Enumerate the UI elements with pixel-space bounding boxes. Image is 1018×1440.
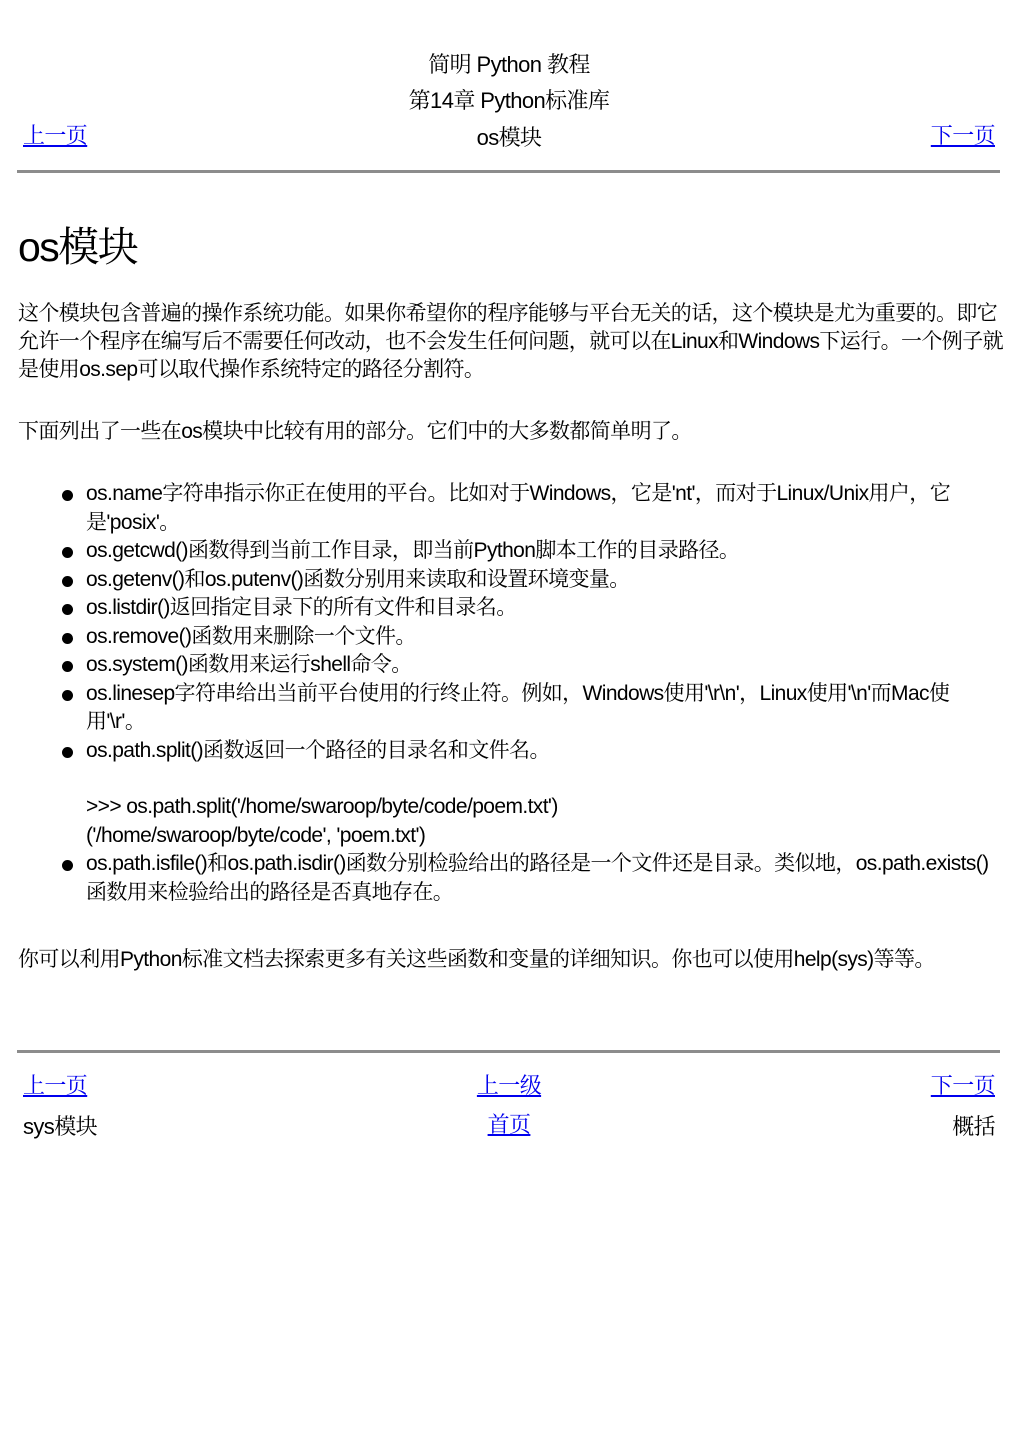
footer-up-link[interactable]: 上一级 (476, 1073, 542, 1098)
list-item-text: os.path.isfile()和os.path.isdir()函数分别检验给出的路径是一个文件还是目录。类似地，os.path.exists()函数用来检验给出的路径是否真地存在。 (86, 852, 989, 904)
list-item (56, 651, 1006, 680)
list-item-text: os.path.split()函数返回一个路径的目录名和文件名。 (86, 738, 550, 762)
intro-paragraph: 这个模块包含普遍的操作系统功能。如果你希望你的程序能够与平台无关的话，这个模块是尤为重要的。即它允许一个程序在编写后不需要任何改动，也不会发生任何问题，就可以在Linux和Windows下运行。一个例子就是使用os.sep可以取代操作系统特定的路径分割符。 (18, 302, 1003, 381)
footer-next-link[interactable]: 下一页 (930, 1073, 995, 1098)
list-item (56, 623, 1006, 652)
list-item-text: os.linesep字符串给出当前平台使用的行终止符。例如，Windows使用'\r\n'，Linux使用'\n'而Mac使用'\r'。 (86, 681, 950, 733)
lead-paragraph: 下面列出了一些在os模块中比较有用的部分。它们中的大多数都简单明了。 (18, 420, 692, 443)
code-example (86, 793, 1006, 850)
code-line: >>> os.path.split('/home/swaroop/byte/code/poem.txt') (86, 795, 558, 818)
bullet-icon (62, 547, 73, 558)
list-item (56, 850, 1006, 907)
bullet-icon (62, 604, 73, 615)
function-list (56, 480, 1006, 907)
footer-home-cell (0, 1108, 1018, 1139)
bullet-icon (62, 860, 73, 871)
list-item (56, 680, 1006, 737)
list-item-text: os.remove()函数用来删除一个文件。 (86, 624, 416, 648)
chapter-title: 第14章 Python标准库 (408, 88, 610, 113)
bullet-icon (62, 690, 73, 701)
list-item (56, 480, 1006, 537)
footer-next-title: 概括 (952, 1114, 995, 1139)
header-divider (17, 170, 1000, 173)
list-item (56, 537, 1006, 566)
bullet-icon (62, 633, 73, 644)
list-item-text: os.listdir()返回指定目录下的所有文件和目录名。 (86, 596, 517, 619)
header-next-link[interactable]: 下一页 (930, 123, 995, 148)
list-item-text: os.system()函数用来运行shell命令。 (86, 653, 412, 676)
page-title: os模块 (18, 224, 138, 270)
footer-prev-title: sys模块 (23, 1114, 98, 1139)
footer-home-link[interactable]: 首页 (487, 1112, 531, 1137)
list-item (56, 594, 1006, 623)
bullet-icon (62, 747, 73, 758)
list-item (56, 566, 1006, 595)
section-title: os模块 (476, 125, 542, 150)
footer-prev-link[interactable]: 上一页 (23, 1073, 88, 1098)
book-title: 简明 Python 教程 (428, 52, 590, 77)
bullet-icon (62, 490, 73, 501)
bullet-icon (62, 576, 73, 587)
footer-up-cell (0, 1069, 1018, 1100)
header-prev-link[interactable]: 上一页 (23, 123, 88, 148)
list-item-text: os.getenv()和os.putenv()函数分别用来读取和设置环境变量。 (86, 567, 630, 591)
list-item-text: os.getcwd()函数得到当前工作目录，即当前Python脚本工作的目录路径。 (86, 539, 740, 562)
outro-paragraph: 你可以利用Python标准文档去探索更多有关这些函数和变量的详细知识。你也可以使用help(sys)等等。 (18, 948, 935, 971)
list-item (56, 737, 1006, 851)
code-line: ('/home/swaroop/byte/code', 'poem.txt') (86, 823, 426, 847)
footer-divider (17, 1050, 1000, 1053)
list-item-text: os.name字符串指示你正在使用的平台。比如对于Windows，它是'nt'，而对于Linux/Unix用户，它是'posix'。 (86, 482, 951, 534)
bullet-icon (62, 661, 73, 672)
